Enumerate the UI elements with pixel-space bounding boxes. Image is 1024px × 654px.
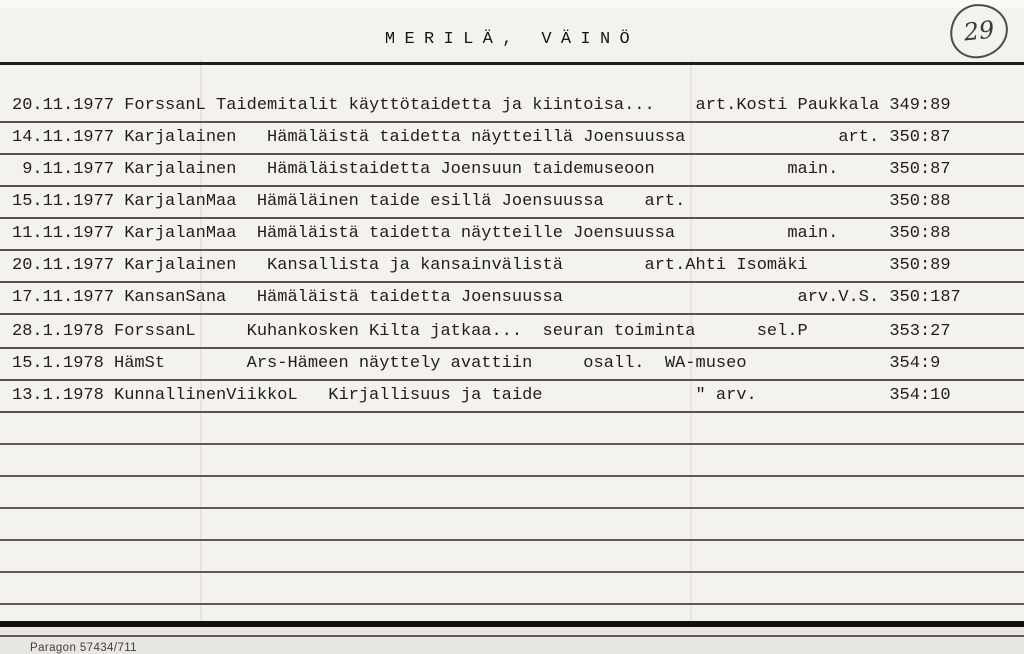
- entry-row: 20.11.1977 ForssanL Taidemitalit käyttötaidetta ja kiintoisa... art.Kosti Paukkala 349:89: [0, 91, 1024, 123]
- ruled-line: [0, 413, 1024, 445]
- ruled-line: [0, 541, 1024, 573]
- footer-note: Paragon 57434/711: [30, 642, 137, 654]
- entry-row: 11.11.1977 KarjalanMaa Hämäläistä taidetta näytteille Joensuussa main. 350:88: [0, 219, 1024, 251]
- entry-row: 17.11.1977 KansanSana Hämäläistä taidetta Joensuussa arv.V.S. 350:187: [0, 283, 1024, 315]
- entry-row: 20.11.1977 Karjalainen Kansallista ja kansainvälistä art.Ahti Isomäki 350:89: [0, 251, 1024, 283]
- entry-row: 9.11.1977 Karjalainen Hämäläistaidetta Joensuun taidemuseoon main. 350:87: [0, 155, 1024, 187]
- entry-row: 15.11.1977 KarjalanMaa Hämäläinen taide esillä Joensuussa art. 350:88: [0, 187, 1024, 219]
- page-title: MERILÄ, VÄINÖ: [384, 30, 640, 49]
- ruled-line: [0, 477, 1024, 509]
- entry-list: [0, 91, 1024, 637]
- entry-row: 15.1.1978 HämSt Ars-Hämeen näyttely avattiin osall. WA-museo 354:9: [0, 349, 1024, 381]
- ruled-line: [0, 573, 1024, 605]
- entry-row: 14.11.1977 Karjalainen Hämäläistä taidetta näytteillä Joensuussa art. 350:87: [0, 123, 1024, 155]
- entry-row: 28.1.1978 ForssanL Kuhankosken Kilta jatkaa... seuran toiminta sel.P 353:27: [0, 317, 1024, 349]
- card-header: [0, 0, 1024, 65]
- fold-line: [690, 60, 692, 627]
- card-number: 29: [962, 15, 996, 47]
- ruled-line: [0, 445, 1024, 477]
- scan-edge-bar: [0, 621, 1024, 627]
- fold-line: [200, 60, 202, 627]
- ruled-line: [0, 509, 1024, 541]
- entry-row: 13.1.1978 KunnallinenViikkoL Kirjallisuus ja taide " arv. 354:10: [0, 381, 1024, 413]
